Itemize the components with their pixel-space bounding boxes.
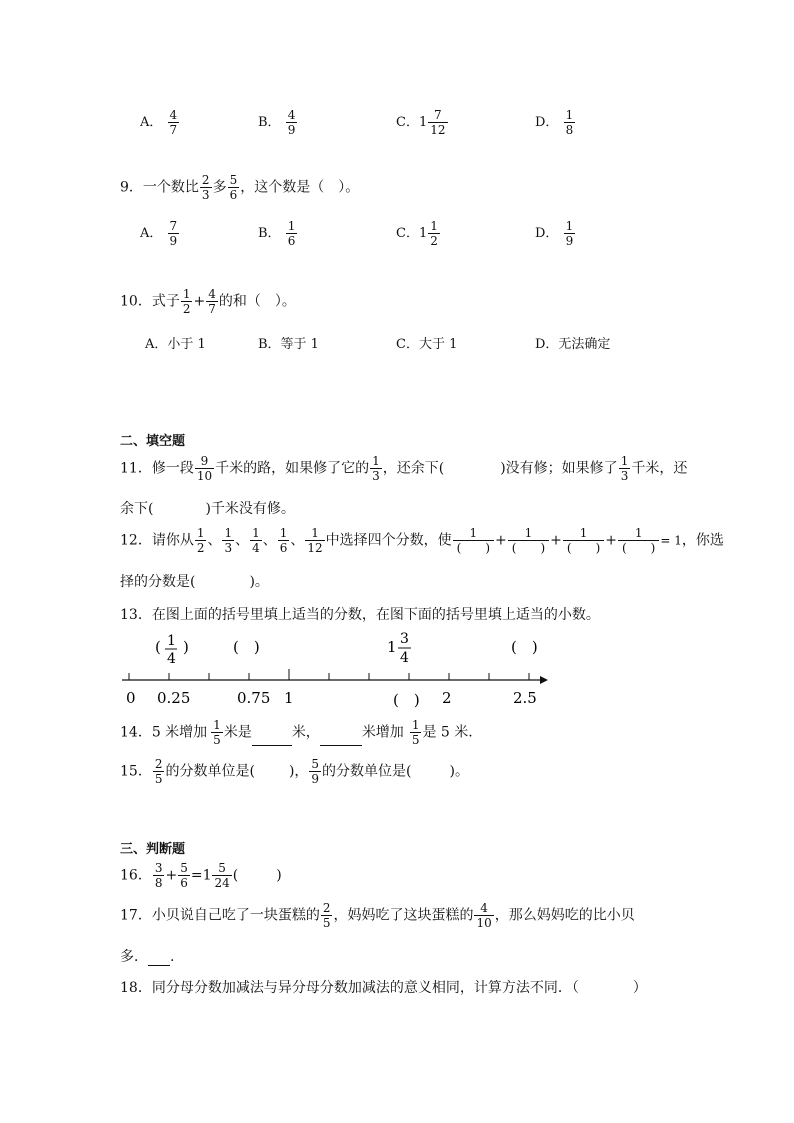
- q11-line1: 11．修一段 $\frac{9}{10}$ 千米的路，如果修了它的 $\frac{1}{3}$ ，还余下( )没有修；如果修了 $\frac{1}{3}$ 千米，还: [120, 454, 688, 483]
- fraction: $\frac{5}{9}$: [311, 757, 320, 786]
- q9-option-a[interactable]: A． $\frac{7}{9}$: [140, 219, 178, 248]
- fraction: $\frac{5}{24}$: [214, 861, 230, 890]
- fraction: $\frac{1}{2}$: [196, 526, 205, 555]
- q9-stem: 9．一个数比 $\frac{2}{3}$ 多 $\frac{5}{6}$ ，这个数是（ ）。: [120, 173, 360, 202]
- equation-fraction[interactable]: $\frac{1}{( )}$: [563, 527, 604, 554]
- top-mixed-whole: 1: [387, 638, 397, 656]
- q9-option-d[interactable]: D． $\frac{1}{9}$: [535, 219, 574, 248]
- fraction: $\frac{2}{5}$: [322, 901, 331, 930]
- fraction: $\frac{1}{2}$: [430, 219, 438, 248]
- fraction: $\frac{7}{12}$: [430, 108, 446, 137]
- q18: 18．同分母分数加减法与异分母分数加减法的意义相同，计算方法不同．（ ）: [120, 980, 647, 996]
- fraction: $\frac{1}{8}$: [565, 108, 574, 137]
- fraction: $\frac{4}{10}$: [476, 901, 492, 930]
- answer-underline[interactable]: [252, 733, 292, 746]
- fraction: $\frac{1}{9}$: [565, 219, 574, 248]
- axis-label-2: 2: [442, 689, 452, 707]
- equation-fraction[interactable]: $\frac{1}{( )}$: [618, 527, 659, 554]
- bottom-blank: ( ): [393, 691, 420, 709]
- q9-option-c[interactable]: C．1 $\frac{1}{2}$: [396, 219, 438, 248]
- fraction: $\frac{1}{2}$: [182, 287, 191, 316]
- q9-option-b[interactable]: B． $\frac{1}{6}$: [258, 219, 296, 248]
- fraction: $\frac{1}{4}$: [252, 526, 260, 555]
- section-fill-in-title: 二、填空题: [120, 434, 186, 449]
- q10-option-a[interactable]: A．小于 1: [145, 337, 206, 352]
- fraction: $\frac{4}{7}$: [169, 108, 178, 137]
- fraction: $\frac{3}{8}$: [154, 861, 163, 890]
- q10-stem: 10．式子 $\frac{1}{2}$ + $\frac{4}{7}$ 的和（ ）。: [120, 287, 296, 316]
- fraction: $\frac{1}{5}$: [213, 718, 221, 747]
- q17-line2: 多． .: [120, 949, 175, 965]
- q8-option-c[interactable]: C．1 $\frac{7}{12}$: [396, 108, 446, 137]
- q8-option-a[interactable]: A． $\frac{4}{7}$: [140, 108, 178, 137]
- axis-label-0-75: 0.75: [237, 689, 271, 707]
- q16: 16． $\frac{3}{8}$ + $\frac{5}{6}$ =1 $\frac{5}{24}$ ( ): [120, 861, 282, 890]
- top-mixed-den: 4: [400, 650, 409, 666]
- fraction: $\frac{1}{3}$: [224, 526, 233, 555]
- q11-line2: 余下( )千米没有修。: [120, 501, 295, 517]
- q15: 15． $\frac{2}{5}$ 的分数单位是( )， $\frac{5}{9}$ 的分数单位是( )。: [120, 757, 469, 786]
- answer-underline[interactable]: [320, 733, 362, 746]
- fraction: $\frac{1}{5}$: [411, 718, 420, 747]
- axis-label-1: 1: [284, 689, 294, 707]
- q10-option-b[interactable]: B．等于 1: [258, 337, 319, 352]
- fraction: $\frac{1}{6}$: [287, 219, 296, 248]
- fraction: $\frac{1}{3}$: [372, 454, 380, 483]
- top-frac-den: 4: [167, 651, 176, 667]
- section-judgement-title: 三、判断题: [120, 842, 186, 857]
- top-paren-left: (: [155, 638, 161, 656]
- q12-line2: 择的分数是( )。: [120, 574, 269, 590]
- q9-options: [140, 216, 700, 250]
- q10-option-c[interactable]: C．大于 1: [396, 337, 458, 352]
- fraction: $\frac{5}{6}$: [229, 173, 238, 202]
- equation-fraction[interactable]: $\frac{1}{( )}$: [508, 527, 549, 554]
- fraction: $\frac{2}{5}$: [154, 757, 163, 786]
- q8-option-d[interactable]: D． $\frac{1}{8}$: [535, 108, 574, 137]
- q10-options: [145, 333, 705, 353]
- equation-fraction[interactable]: $\frac{1}{( )}$: [453, 527, 494, 554]
- top-blank-2: ( ): [511, 638, 538, 656]
- fraction: $\frac{5}{6}$: [180, 861, 188, 890]
- top-mixed-num: 3: [400, 631, 409, 647]
- q14: 14．5 米增加 $\frac{1}{5}$ 米是 米， 米增加 $\frac{1}{5}$ 是 5 米.: [120, 718, 473, 747]
- number-line-figure: [115, 625, 555, 710]
- fraction: $\frac{4}{9}$: [287, 108, 296, 137]
- q10-option-d[interactable]: D．无法确定: [535, 337, 611, 352]
- q13-text: 13．在图上面的括号里填上适当的分数，在图下面的括号里填上适当的小数。: [120, 607, 600, 623]
- fraction: $\frac{1}{3}$: [620, 454, 629, 483]
- answer-underline[interactable]: [148, 953, 170, 966]
- axis-label-0-25: 0.25: [157, 689, 191, 707]
- top-blank-1: ( ): [233, 638, 260, 656]
- fraction: $\frac{2}{3}$: [201, 173, 210, 202]
- q8-options: [140, 103, 700, 137]
- fraction: $\frac{1}{12}$: [307, 526, 323, 555]
- axis-label-0: 0: [126, 689, 136, 707]
- q17-line1: 17．小贝说自己吃了一块蛋糕的 $\frac{2}{5}$ ，妈妈吃了这块蛋糕的 $\frac{4}{10}$ ，那么妈妈吃的比小贝: [120, 901, 635, 930]
- top-paren-right: ): [183, 638, 189, 656]
- top-frac-num: 1: [167, 633, 176, 649]
- fraction: $\frac{9}{10}$: [196, 454, 213, 483]
- fraction: $\frac{7}{9}$: [169, 219, 178, 248]
- fraction: $\frac{1}{6}$: [279, 526, 288, 555]
- axis-arrow: [540, 676, 548, 684]
- q12-line1: 12．请你从 $\frac{1}{2}$ 、 $\frac{1}{3}$ 、 $\frac{1}{4}$ 、 $\frac{1}{6}$ 、 $\frac{1}{12}$ 中选择四个分数，使 $\frac{1}{( )}$ + $\frac{1}{( )}$ + $\frac{1}{( )}$ + $\frac{1}{( )}$ = 1，你选: [120, 526, 724, 555]
- axis-ticks: [129, 669, 529, 680]
- q8-option-b[interactable]: B． $\frac{4}{9}$: [258, 108, 296, 137]
- fraction: $\frac{4}{7}$: [208, 287, 216, 316]
- axis-label-2-5: 2.5: [513, 689, 537, 707]
